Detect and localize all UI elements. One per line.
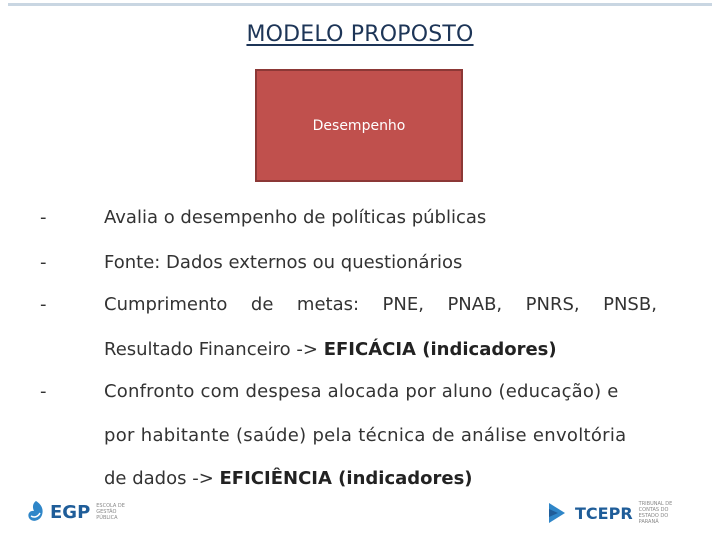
word: PNRS, [525,294,580,315]
bullet-marker: - [40,294,47,315]
desempenho-box [255,69,463,182]
tcepr-logo [545,501,687,525]
tcepr-logo-text: TCEPR [575,503,633,523]
egp-logo [26,500,136,524]
egp-logo-text: EGP [50,501,91,523]
bullet-4-line-3 [104,468,473,489]
word: de [250,294,274,315]
tcepr-logo-subtitle: TRIBUNAL DE CONTAS DO ESTADO DO PARANÁ [638,501,673,525]
text: Resultado Financeiro -> [104,339,324,360]
bullet-marker: - [40,207,47,228]
tcepr-emblem-icon [545,501,569,525]
bullet-4-line-2: por habitante (saúde) pela técnica de análise envoltória [104,425,627,446]
top-divider [8,3,712,6]
word: PNE, [382,294,424,315]
word: metas: [296,294,360,315]
eficacia-label: EFICÁCIA (indicadores) [323,339,557,360]
box-label: Desempenho [312,117,406,134]
page-title: MODELO PROPOSTO [246,22,474,47]
bullet-3-line-2 [104,339,557,360]
word: PNSB, [603,294,657,315]
word: Cumprimento [104,294,228,315]
egp-emblem-icon [26,500,46,524]
text: de dados -> [104,468,220,489]
bullet-marker: - [40,381,47,402]
eficiencia-label: EFICIÊNCIA (indicadores) [219,468,473,489]
bullet-1-text: Avalia o desempenho de políticas públicas [104,207,487,228]
word: PNAB, [447,294,503,315]
bullet-2-text: Fonte: Dados externos ou questionários [104,252,463,273]
bullet-3-line-1 [104,294,657,315]
bullet-marker: - [40,252,47,273]
bullet-4-line-1: Confronto com despesa alocada por aluno (educação) e [104,381,619,402]
egp-logo-subtitle: ESCOLA DE GESTÃO PÚBLICA [96,503,125,521]
